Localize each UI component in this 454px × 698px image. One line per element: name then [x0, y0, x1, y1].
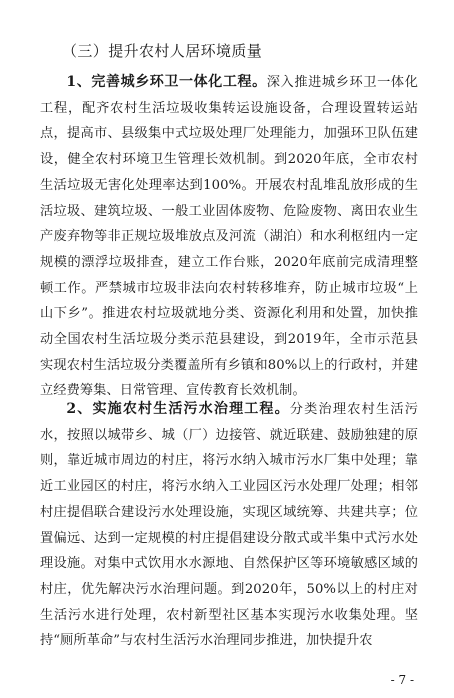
paragraph-lead: 2、实施农村生活污水治理工程。	[66, 401, 290, 417]
paragraph-sanitation	[40, 70, 418, 404]
section-heading: （三）提升农村人居环境质量	[62, 42, 263, 60]
paragraph-body: 深入推进城乡环卫一体化工程，配齐农村生活垃圾收集转运设施设备，合理设置转运站点，提高市、县级集中式垃圾处理厂处理能力，加强环卫队伍建设，健全农村环境卫生管理长效机制。到2020年底，全市农村生活垃圾无害化处理率达到100%。开展农村乱堆乱放形成的生活垃圾、建筑垃圾、一般工业固体废物、危险废物、离田农业生产废弃物等非正规垃圾堆放点及河流（湖泊）和水利枢纽内一定规模的漂浮垃圾排查，建立工作台账，2020年底前完成清理整顿工作。严禁城市垃圾非法向农村转移堆弃，防止城市垃圾“上山下乡”。推进农村垃圾就地分类、资源化利用和处置，加快推动全国农村生活垃圾分类示范县建设，到2019年，全市示范县实现农村生活垃圾分类覆盖所有乡镇和80%以上的行政村，并建立经费筹集、日常管理、宣传教育长效机制。	[40, 75, 419, 399]
paragraph-sewage	[40, 397, 418, 654]
page-number: - 7 -	[390, 673, 414, 687]
paragraph-body: 分类治理农村生活污水，按照以城带乡、城（厂）边接管、就近联建、鼓励独建的原则，靠近城市周边的村庄，将污水纳入城市污水厂集中处理；靠近工业园区的村庄，将污水纳入工业园区污水处理厂处理；相邻村庄提倡联合建设污水处理设施，实现区域统筹、共建共享；位置偏远、达到一定规模的村庄提倡建设分散式或半集中式污水处理设施。对集中式饮用水水源地、自然保护区等环境敏感区域的村庄，优先解决污水治理问题。到2020年，50%以上的村庄对生活污水进行处理，农村新型社区基本实现污水收集处理。坚持“厕所革命”与农村生活污水治理同步推进，加快提升农	[40, 402, 418, 649]
paragraph-lead: 1、完善城乡环卫一体化工程。	[66, 74, 267, 90]
